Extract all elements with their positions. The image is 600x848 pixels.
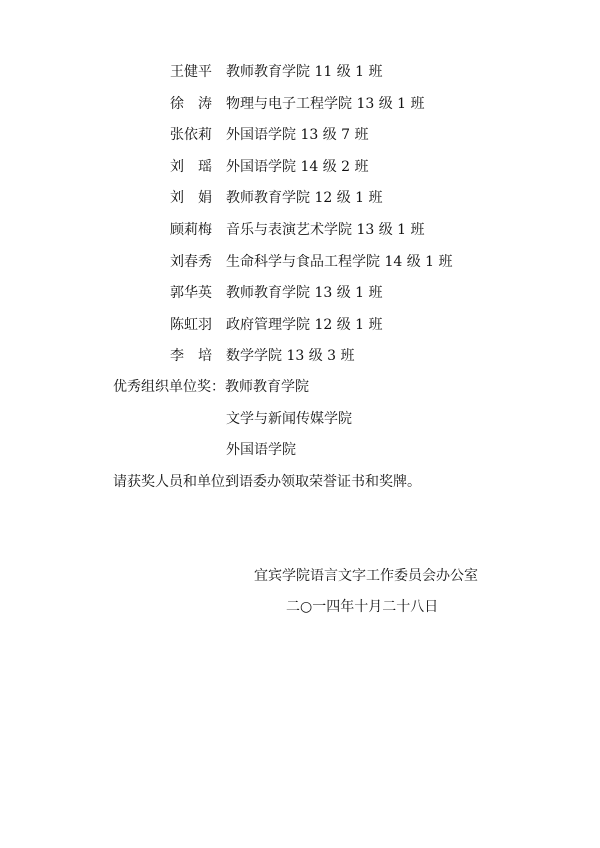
org-award-item: 外国语学院 <box>226 442 296 458</box>
winner-dept: 音乐与表演艺术学院 13 级 1 班 <box>226 222 425 238</box>
notice-text: 请获奖人员和单位到语委办领取荣誉证书和奖牌。 <box>113 474 421 490</box>
winner-row <box>170 158 369 176</box>
org-award-item: 文学与新闻传媒学院 <box>226 411 352 427</box>
winner-dept: 教师教育学院 13 级 1 班 <box>226 285 383 301</box>
winner-dept: 外国语学院 14 级 2 班 <box>226 159 369 175</box>
winner-name: 刘 娟 <box>170 190 212 206</box>
winner-name: 王健平 <box>170 64 212 80</box>
winner-row <box>170 63 383 81</box>
winner-row <box>170 189 383 207</box>
winner-dept: 外国语学院 13 级 7 班 <box>226 127 369 143</box>
winner-dept: 政府管理学院 12 级 1 班 <box>226 317 383 333</box>
winner-row <box>170 347 355 365</box>
winner-row <box>170 95 425 113</box>
org-award-row <box>226 410 352 428</box>
winner-dept: 教师教育学院 11 级 1 班 <box>226 64 383 80</box>
signature-date: 二○一四年十月二十八日 <box>286 599 439 615</box>
winner-row <box>170 253 453 271</box>
winner-dept: 数学学院 13 级 3 班 <box>226 348 355 364</box>
org-award-row <box>113 378 309 396</box>
winner-name: 郭华英 <box>170 285 212 301</box>
winner-name: 徐 涛 <box>170 96 212 112</box>
winner-row <box>170 126 369 144</box>
winner-row <box>170 221 425 239</box>
winner-dept: 生命科学与食品工程学院 14 级 1 班 <box>226 254 453 270</box>
winner-dept: 教师教育学院 12 级 1 班 <box>226 190 383 206</box>
signature-office: 宜宾学院语言文字工作委员会办公室 <box>254 568 478 584</box>
winner-row <box>170 284 383 302</box>
winner-row <box>170 316 383 334</box>
winner-name: 李 培 <box>170 348 212 364</box>
winner-name: 陈虹羽 <box>170 317 212 333</box>
winner-dept: 物理与电子工程学院 13 级 1 班 <box>226 96 425 112</box>
winner-name: 张依莉 <box>170 127 212 143</box>
org-award-row <box>226 441 296 459</box>
org-award-item: 教师教育学院 <box>225 379 309 395</box>
winner-name: 刘春秀 <box>170 254 212 270</box>
winner-name: 顾莉梅 <box>170 222 212 238</box>
winner-name: 刘 瑶 <box>170 159 212 175</box>
org-award-label: 优秀组织单位奖： <box>113 379 225 395</box>
